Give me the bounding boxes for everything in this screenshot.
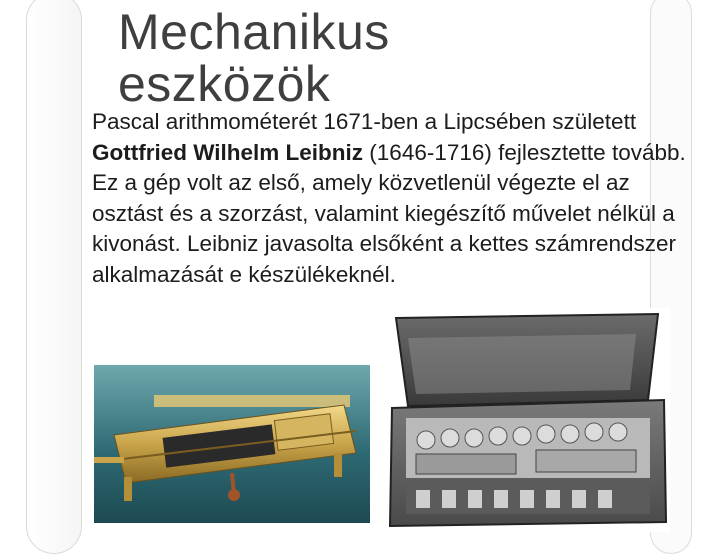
body-text-before-name: Pascal arithmométerét 1671-ben a Lipcsében született xyxy=(92,109,637,134)
inventor-name: Gottfried Wilhelm Leibniz xyxy=(92,139,364,165)
calculator-replica-image xyxy=(94,365,370,523)
decorative-frame-left xyxy=(26,0,82,554)
calculator-wooden-box-image xyxy=(386,308,670,532)
slide-body xyxy=(92,107,704,290)
slide-title: Mechanikus eszközök xyxy=(118,4,390,112)
body-text-after-name: (1646-1716) fejlesztette tovább. Ez a gép volt az első, amely közvetlenül végezte el az osztást és a szorzást, valamint kiegészítő művelet nélkül a kivonást. Leibniz javasolta elsőként a kettes számrendszer alkalmazását e készülékeknél. xyxy=(92,139,686,287)
body-paragraph xyxy=(92,107,704,290)
